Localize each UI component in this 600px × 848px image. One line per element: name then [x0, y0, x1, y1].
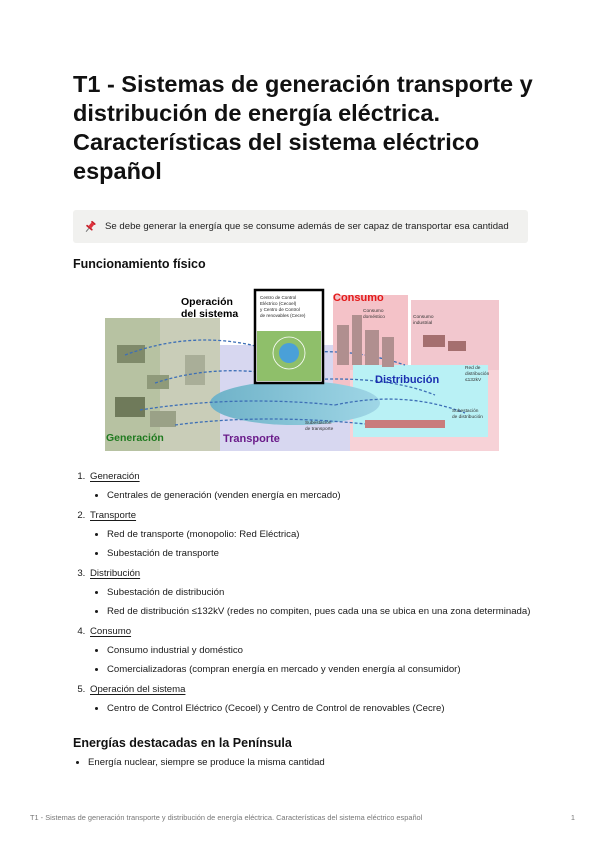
ctrl-box-line-1: Centro de Control	[260, 295, 297, 300]
sublist	[90, 489, 543, 503]
sublist-item: • Centrales de generación (venden energía en mercado)	[107, 489, 543, 503]
sublist-item: • Consumo industrial y doméstico	[107, 644, 543, 658]
sub-trans-2: de transporte	[305, 427, 334, 432]
system-components-list	[73, 470, 543, 722]
sublist-item: • Comercializadoras (compran energía en mercado y venden energía al consumidor)	[107, 663, 543, 677]
sublist	[90, 644, 543, 677]
sublist	[90, 586, 543, 619]
ctrl-box-line-3: y Centro de Control	[260, 307, 300, 312]
list-item	[88, 683, 543, 716]
list-item	[88, 509, 543, 561]
red-dist-1: Red de	[465, 366, 481, 371]
page-number: 1	[570, 813, 575, 822]
label-transporte: Transporte	[223, 433, 280, 445]
list-item-title: Generación	[90, 471, 140, 482]
sublist	[90, 528, 543, 561]
sub-trans-1: Subestación	[305, 421, 332, 426]
sublist-item: • Subestación de transporte	[107, 547, 543, 561]
sublist-item: • Red de distribución ≤132kV (redes no compiten, pues cada una se ubica en una zona determinada)	[107, 605, 543, 619]
sublist	[90, 702, 543, 716]
list-item: • Energía nuclear, siempre se produce la misma cantidad	[88, 757, 325, 768]
red-dist-2: distribución	[465, 372, 490, 377]
red-dist-3: ≤132kV	[465, 378, 482, 383]
callout-text: Se debe generar la energía que se consume además de ser capaz de transportar esa cantidad	[105, 221, 509, 232]
consumo-ind-1: Consumo	[413, 315, 434, 320]
consumo-ind-2: industrial	[413, 321, 433, 326]
section-heading-energias: Energías destacadas en la Península	[73, 736, 292, 750]
list-item-title: Transporte	[90, 510, 137, 521]
sub-dist-2: de distribución	[452, 415, 483, 420]
list-item	[88, 470, 543, 503]
sublist-item: • Red de transporte (monopolio: Red Eléctrica)	[107, 528, 543, 542]
section-heading-funcionamiento: Funcionamiento físico	[73, 257, 206, 271]
list-item	[88, 567, 543, 619]
list-item-title: Consumo	[90, 626, 132, 637]
footer-text: T1 - Sistemas de generación transporte y distribución de energía eléctrica. Características del sistema eléctrico español	[30, 813, 423, 822]
label-operacion-1: Operación	[181, 296, 233, 308]
consumo-dom-1: Consumo	[363, 309, 384, 314]
callout	[73, 210, 528, 243]
page-title: T1 - Sistemas de generación transporte y distribución de energía eléctrica. Características del sistema eléctrico español	[73, 71, 533, 184]
electric-system-diagram	[105, 285, 499, 451]
sublist-item: • Subestación de distribución	[107, 586, 543, 600]
ctrl-box-line-2: Eléctrico (Cecoel)	[260, 301, 297, 306]
ctrl-box-line-4: de renovables (Cecre)	[260, 313, 306, 318]
label-generacion: Generación	[106, 432, 164, 444]
list-item	[88, 625, 543, 677]
list-item-title: Distribución	[90, 568, 141, 579]
energies-list	[73, 757, 325, 768]
label-distribucion: Distribución	[375, 374, 440, 386]
label-operacion-2: del sistema	[181, 308, 239, 320]
sublist-item: • Centro de Control Eléctrico (Cecoel) y Centro de Control de renovables (Cecre)	[107, 702, 543, 716]
pushpin-icon	[83, 220, 97, 234]
sub-dist-1: Subestación	[452, 409, 479, 414]
label-consumo: Consumo	[333, 292, 384, 304]
page-footer	[30, 813, 575, 822]
consumo-dom-2: doméstico	[363, 315, 385, 320]
list-item-title: Operación del sistema	[90, 684, 186, 695]
